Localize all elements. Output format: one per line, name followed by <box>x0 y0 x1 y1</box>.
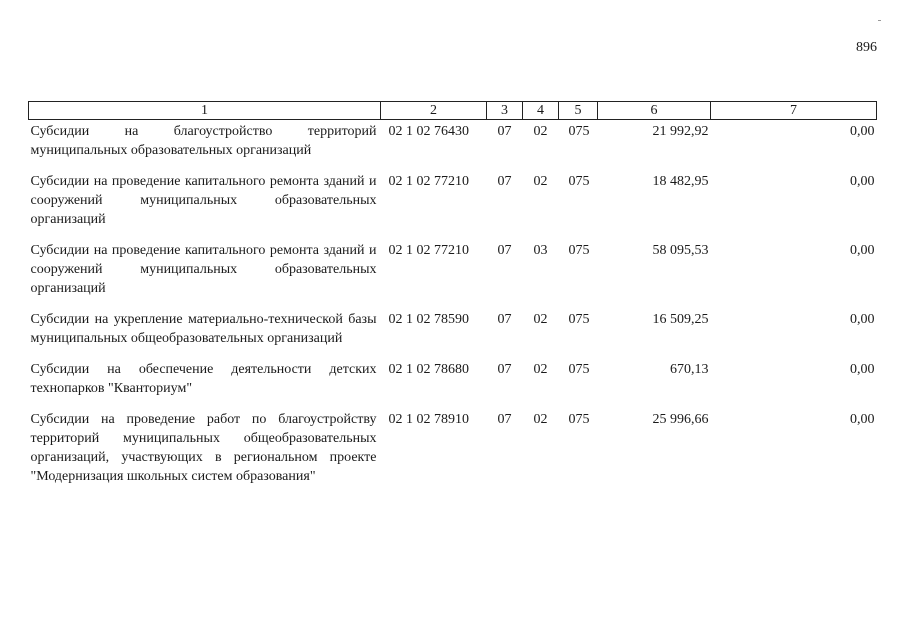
row-name: Субсидии на проведение капитального ремонта зданий и сооружений муниципальных образовательных организаций <box>30 243 377 296</box>
row-name: Субсидии на проведение работ по благоустройству территорий муниципальных общеобразовательных организаций, участвующих в региональном проекте "Модернизация школьных систем образования" <box>30 412 377 484</box>
table-row <box>29 360 877 410</box>
row-code: 02 1 02 76430 <box>388 124 469 139</box>
row-section: 07 <box>497 124 512 139</box>
table-row <box>29 120 877 173</box>
table-row <box>29 410 877 498</box>
row-subsection: 02 <box>533 412 548 427</box>
row-amount-2: 0,00 <box>850 412 875 427</box>
row-type: 075 <box>568 243 590 258</box>
row-section: 07 <box>497 312 512 327</box>
row-type: 075 <box>568 362 590 377</box>
column-header-3: 3 <box>487 102 523 120</box>
row-code: 02 1 02 77210 <box>388 243 469 258</box>
row-code: 02 1 02 78910 <box>388 412 469 427</box>
column-header-4: 4 <box>523 102 559 120</box>
row-amount: 58 095,53 <box>652 243 709 258</box>
table-header-row <box>29 102 877 120</box>
row-type: 075 <box>568 174 590 189</box>
row-name: Субсидии на обеспечение деятельности детских технопарков "Кванториум" <box>30 362 377 396</box>
row-amount: 21 992,92 <box>652 124 709 139</box>
scan-mark <box>878 20 881 21</box>
row-amount-2: 0,00 <box>850 124 875 139</box>
row-subsection: 02 <box>533 362 548 377</box>
row-code: 02 1 02 77210 <box>388 174 469 189</box>
row-section: 07 <box>497 174 512 189</box>
column-header-5: 5 <box>559 102 598 120</box>
column-header-7: 7 <box>711 102 877 120</box>
column-header-6: 6 <box>598 102 711 120</box>
row-amount: 670,13 <box>670 362 709 377</box>
row-amount: 25 996,66 <box>652 412 709 427</box>
row-section: 07 <box>497 412 512 427</box>
row-code: 02 1 02 78680 <box>388 362 469 377</box>
row-section: 07 <box>497 362 512 377</box>
column-header-1: 1 <box>29 102 381 120</box>
row-name: Субсидии на благоустройство территорий муниципальных образовательных организаций <box>30 124 377 158</box>
row-type: 075 <box>568 124 590 139</box>
row-type: 075 <box>568 312 590 327</box>
row-name: Субсидии на проведение капитального ремонта зданий и сооружений муниципальных образовательных организаций <box>30 174 377 227</box>
row-code: 02 1 02 78590 <box>388 312 469 327</box>
page-number: 896 <box>856 40 877 55</box>
table-row <box>29 241 877 310</box>
column-header-2: 2 <box>381 102 487 120</box>
row-amount-2: 0,00 <box>850 312 875 327</box>
row-amount: 18 482,95 <box>652 174 709 189</box>
budget-table <box>28 101 877 498</box>
row-amount-2: 0,00 <box>850 243 875 258</box>
row-subsection: 02 <box>533 124 548 139</box>
row-name: Субсидии на укрепление материально-технической базы муниципальных общеобразовательных организаций <box>30 312 377 346</box>
row-subsection: 02 <box>533 312 548 327</box>
row-type: 075 <box>568 412 590 427</box>
row-amount: 16 509,25 <box>652 312 709 327</box>
row-section: 07 <box>497 243 512 258</box>
table-row <box>29 310 877 360</box>
row-subsection: 03 <box>533 243 548 258</box>
table-row <box>29 172 877 241</box>
row-subsection: 02 <box>533 174 548 189</box>
row-amount-2: 0,00 <box>850 174 875 189</box>
row-amount-2: 0,00 <box>850 362 875 377</box>
